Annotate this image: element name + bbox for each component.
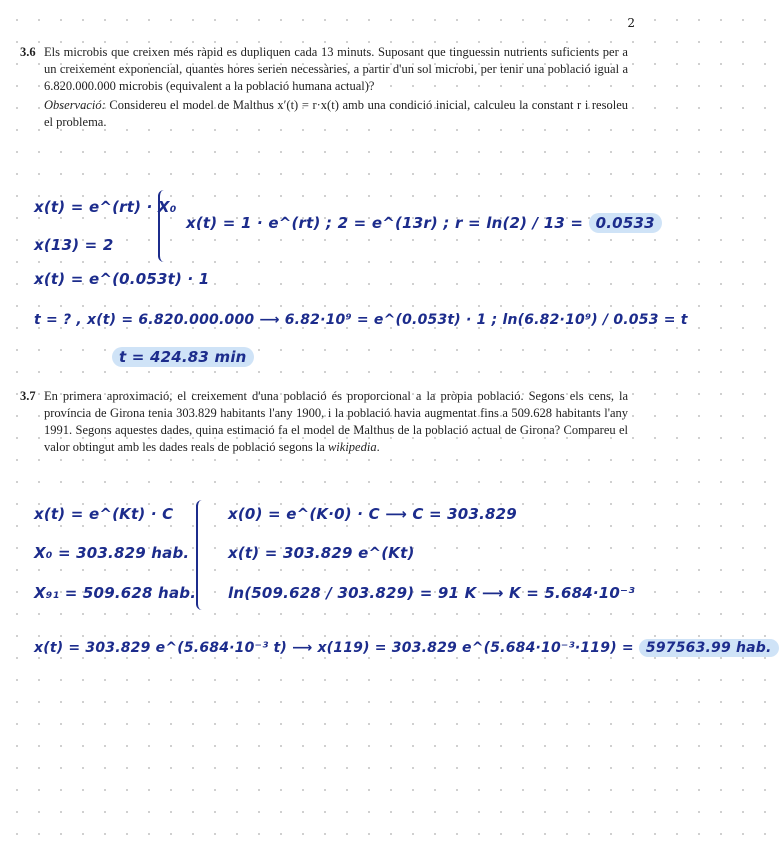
hw-36-side [186,214,662,232]
r-value-highlight: 0.0533 [589,213,662,233]
problem-note [44,97,628,131]
brace-37 [196,500,208,610]
statement-end: . [376,440,380,454]
statement-text: En primera aproximació, el creixement d'una població és proporcional a la pròpia població. Segons els cens, la província de Girona tenia 303.829 habitants l'any 1900, i la població havia augmentat fins a 509.628 habitants l'any 1991. Segons aquestes dades, quina estimació fa el model de Malthus de la població actual de Girona? Compareu el valor obtingut amb les dades reals de població segons la [44,389,628,454]
problem-number: 3.7 [20,389,36,403]
hw-37-final [34,640,779,656]
note-text: Considereu el model de Malthus x′(t) = r·x(t) amb una condició inicial, calculeu la constant r i resoleu el problema. [44,98,628,129]
hw-37-line2: X₀ = 303.829 hab. [34,544,190,562]
hw-36-line1: x(t) = e^(rt) · X₀ [34,198,177,216]
problem-statement [44,388,628,456]
hw-36-line4: t = ? , x(t) = 6.820.000.000 ⟶ 6.82·10⁹ = e^(0.053t) · 1 ; ln(6.82·10⁹) / 0.053 = t [34,312,688,328]
hw-37-side2: x(t) = 303.829 e^(Kt) [228,544,415,562]
hw-37-side3: ln(509.628 / 303.829) = 91 K ⟶ K = 5.684·10⁻³ [228,584,635,602]
hw-36-side-text: x(t) = 1 · e^(rt) ; 2 = e^(13r) ; r = ln(2) / 13 = [186,214,584,232]
final-value-highlight: 597563.99 hab. [639,639,779,657]
problem-3-7 [20,388,628,456]
hw-36-line3: x(t) = e^(0.053t) · 1 [34,270,210,288]
hw-37-side1: x(0) = e^(K·0) · C ⟶ C = 303.829 [228,505,517,523]
problem-3-6 [20,44,628,131]
problem-statement: Els microbis que creixen més ràpid es dupliquen cada 13 minuts. Suposant que tinguessin nutrients suficients per a un creixement exponencial, quantes hores serien necessàries, a partir d'un sol microbi, per tenir una població igual a 6.820.000.000 microbis (equivalent a la població humana actual)? [44,45,628,93]
note-label: Observació: [44,98,106,112]
page-number: 2 [627,16,635,30]
hw-37-line3: X₉₁ = 509.628 hab. [34,584,197,602]
brace-36 [158,190,170,262]
hw-37-line1: x(t) = e^(Kt) · C [34,505,174,523]
problem-number: 3.6 [20,45,36,59]
hw-36-result: t = 424.83 min [112,347,254,367]
hw-36-line2: x(13) = 2 [34,236,114,254]
hw-37-final-text: x(t) = 303.829 e^(5.684·10⁻³ t) ⟶ x(119) = 303.829 e^(5.684·10⁻³·119) = [34,640,634,656]
statement-italic: wikipedia [327,440,377,454]
